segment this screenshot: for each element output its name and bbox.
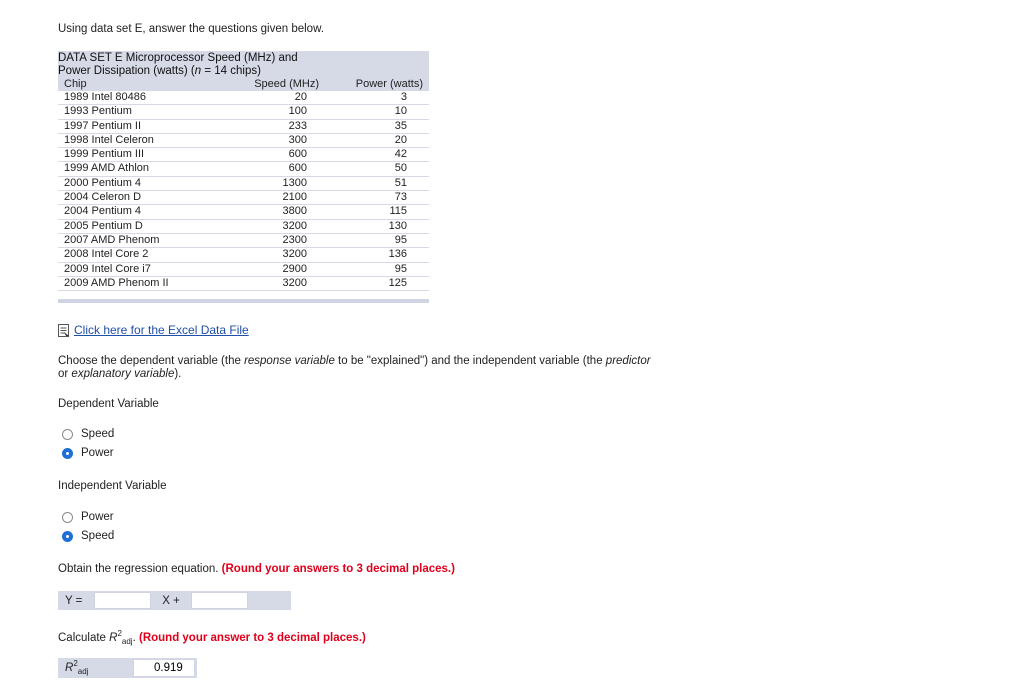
table-row <box>58 176 429 190</box>
cell-speed: 300 <box>239 133 319 147</box>
cell-power: 73 <box>319 191 429 205</box>
cell-power: 3 <box>319 91 429 105</box>
cell-chip: 2009 AMD Phenom II <box>58 276 239 290</box>
cell-speed: 600 <box>239 162 319 176</box>
cell-speed: 2900 <box>239 262 319 276</box>
r2-adj-label: $R^2_{adj}$ <box>65 659 89 677</box>
table-row <box>58 133 429 147</box>
table-row <box>58 162 429 176</box>
dependent-option-power[interactable] <box>62 447 114 459</box>
cell-speed: 2300 <box>239 233 319 247</box>
header-chip: Chip <box>64 78 87 90</box>
table-row <box>58 105 429 119</box>
document-icon <box>58 324 70 337</box>
cell-chip: 1998 Intel Celeron <box>58 133 239 147</box>
cell-chip: 2000 Pentium 4 <box>58 176 239 190</box>
table-row <box>58 219 429 233</box>
independent-variable-label: Independent Variable <box>58 480 167 492</box>
caption-line-1: DATA SET E Microprocessor Speed (MHz) and <box>58 52 298 64</box>
radio-label: Speed <box>81 428 115 440</box>
dependent-option-speed[interactable] <box>62 428 114 440</box>
cell-power: 51 <box>319 176 429 190</box>
cell-power: 115 <box>319 205 429 219</box>
cell-power: 95 <box>319 233 429 247</box>
cell-speed: 1300 <box>239 176 319 190</box>
table-row <box>58 248 429 262</box>
radio-label: Speed <box>81 530 115 542</box>
radio-independent-speed[interactable] <box>62 531 73 542</box>
cell-power: 50 <box>319 162 429 176</box>
cell-power: 42 <box>319 148 429 162</box>
cell-chip: 2007 AMD Phenom <box>58 233 239 247</box>
r2-prompt: Calculate $R^2_{adj}$. (Round your answer to 3 decimal places.) <box>58 629 366 647</box>
cell-power: 136 <box>319 248 429 262</box>
r2-adj-form <box>58 658 197 678</box>
radio-label: Power <box>81 511 114 523</box>
header-speed: Speed (MHz) <box>254 78 319 90</box>
cell-speed: 2100 <box>239 191 319 205</box>
regression-equation-form <box>58 591 291 610</box>
cell-power: 35 <box>319 119 429 133</box>
cell-speed: 3800 <box>239 205 319 219</box>
cell-chip: 2008 Intel Core 2 <box>58 248 239 262</box>
cell-speed: 3200 <box>239 248 319 262</box>
cell-chip: 1999 AMD Athlon <box>58 162 239 176</box>
cell-chip: 1989 Intel 80486 <box>58 91 239 105</box>
x-plus-label: X + <box>162 594 180 607</box>
cell-chip: 1993 Pentium <box>58 105 239 119</box>
cell-speed: 100 <box>239 105 319 119</box>
cell-chip: 2004 Celeron D <box>58 191 239 205</box>
cell-speed: 600 <box>239 148 319 162</box>
intro-text: Using data set E, answer the questions given below. <box>58 23 324 35</box>
cell-chip: 2005 Pentium D <box>58 219 239 233</box>
regression-prompt: Obtain the regression equation. (Round your answers to 3 decimal places.) <box>58 563 455 575</box>
dependent-variable-label: Dependent Variable <box>58 398 159 410</box>
table-row <box>58 233 429 247</box>
slope-input[interactable] <box>94 592 151 609</box>
data-set-caption: DATA SET E Microprocessor Speed (MHz) and Power Dissipation (watts) (n = 14 chips) <box>58 52 298 77</box>
radio-dependent-power[interactable] <box>62 448 73 459</box>
cell-power: 95 <box>319 262 429 276</box>
table-row <box>58 119 429 133</box>
independent-option-power[interactable] <box>62 511 114 523</box>
table-row <box>58 91 429 105</box>
cell-power: 130 <box>319 219 429 233</box>
cell-power: 20 <box>319 133 429 147</box>
table-row <box>58 191 429 205</box>
cell-chip: 2004 Pentium 4 <box>58 205 239 219</box>
r2-adj-input[interactable] <box>133 659 195 677</box>
data-table <box>58 78 429 291</box>
radio-independent-power[interactable] <box>62 512 73 523</box>
cell-chip: 1997 Pentium II <box>58 119 239 133</box>
cell-speed: 233 <box>239 119 319 133</box>
data-set-table <box>58 51 429 303</box>
cell-chip: 1999 Pentium III <box>58 148 239 162</box>
excel-link-row[interactable] <box>58 323 249 337</box>
rounding-note: (Round your answers to 3 decimal places.) <box>221 563 455 575</box>
table-row <box>58 276 429 290</box>
radio-label: Power <box>81 447 114 459</box>
table-row <box>58 205 429 219</box>
header-power: Power (watts) <box>355 78 423 90</box>
intercept-input[interactable] <box>191 592 248 609</box>
rounding-note: (Round your answer to 3 decimal places.) <box>138 631 366 644</box>
variable-instructions: Choose the dependent variable (the response variable to be "explained") and the independent variable (the predictor or explanatory variable). <box>58 355 651 380</box>
table-row <box>58 148 429 162</box>
radio-dependent-speed[interactable] <box>62 429 73 440</box>
cell-speed: 20 <box>239 91 319 105</box>
cell-power: 10 <box>319 105 429 119</box>
cell-power: 125 <box>319 276 429 290</box>
independent-option-speed[interactable] <box>62 530 114 542</box>
cell-speed: 3200 <box>239 219 319 233</box>
excel-data-file-link[interactable]: Click here for the Excel Data File <box>74 323 249 337</box>
cell-speed: 3200 <box>239 276 319 290</box>
cell-chip: 2009 Intel Core i7 <box>58 262 239 276</box>
y-equals-label: Y = <box>65 594 83 607</box>
table-row <box>58 262 429 276</box>
table-header-row <box>58 78 429 91</box>
